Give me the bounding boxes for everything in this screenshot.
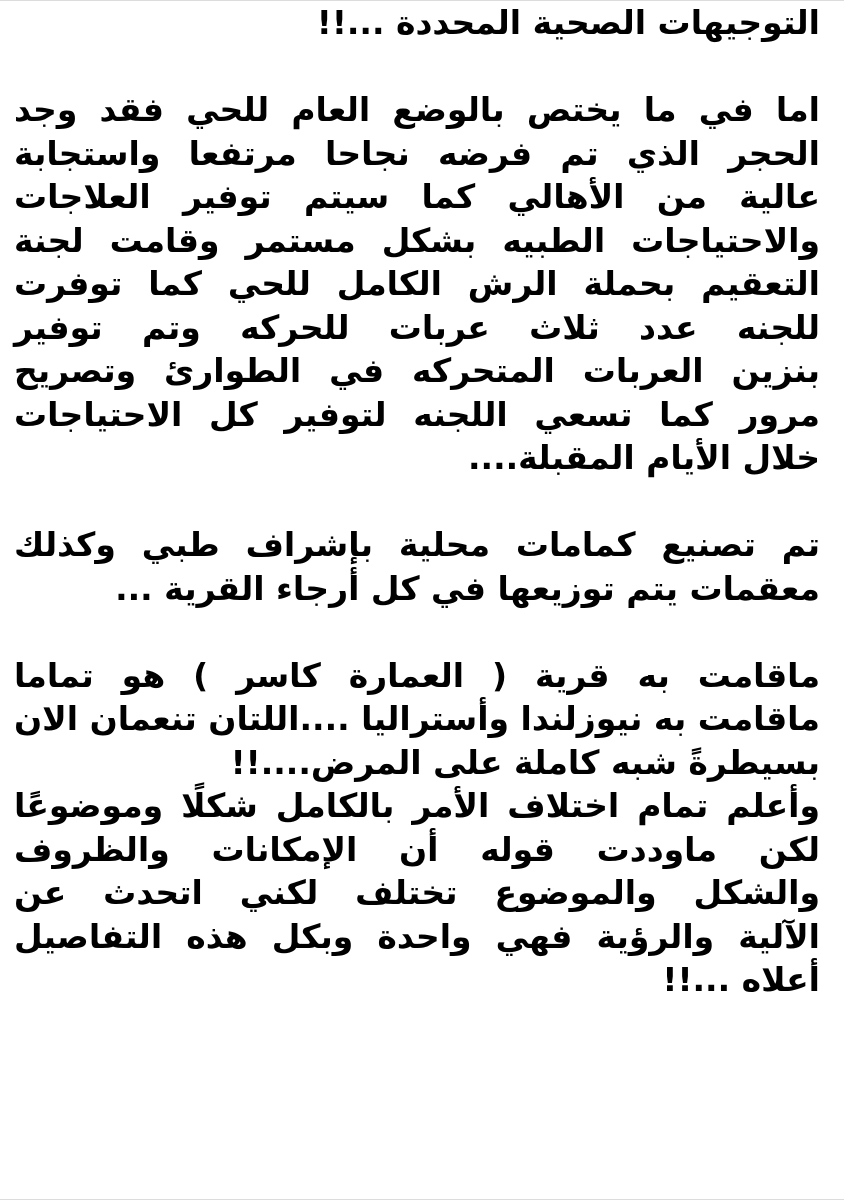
document-title: التوجيهات الصحية المحددة ...!! — [316, 3, 820, 42]
text-line: الحجر الذي تم فرضه نجاحا مرتفعا واستجابة — [14, 133, 820, 173]
text-line: وأعلم تمام اختلاف الأمر بالكامل شكلًا وموضوعًا — [14, 786, 820, 825]
paragraph-2 — [14, 523, 820, 610]
paragraph-1 — [14, 88, 820, 480]
text-line: بنزين العربات المتحركه في الطوارئ وتصريح — [14, 351, 820, 390]
text-line: والشكل والموضوع تختلف لكني اتحدث عن — [14, 873, 820, 912]
text-line: لكن ماوددت قوله أن الإمكانات والظروف — [14, 829, 820, 869]
text-line: ماقامت به قرية ( العمارة كاسر ) هو تماما — [14, 655, 820, 695]
text-line: للجنه عدد ثلاث عربات للحركه وتم توفير — [14, 307, 820, 347]
text-line: والاحتياجات الطبيه بشكل مستمر وقامت لجنة — [14, 220, 820, 260]
text-line: مرور كما تسعي اللجنه لتوفير كل الاحتياجات — [14, 394, 820, 434]
paragraph-spacer — [14, 610, 820, 654]
text-line: خلال الأيام المقبلة.... — [468, 438, 820, 477]
paragraph-3 — [14, 654, 820, 1002]
text-line: ماقامت به نيوزلندا وأستراليا ....اللتان تنعمان الان — [14, 699, 820, 738]
paragraph-spacer — [14, 45, 820, 89]
top-divider — [0, 0, 844, 1]
text-line: تم تصنيع كمامات محلية بإشراف طبي وكذلك — [14, 525, 820, 564]
paragraph-spacer — [14, 480, 820, 524]
text-line: اما في ما يختص بالوضع العام للحي فقد وجد — [14, 90, 820, 129]
text-line: التعقيم بحملة الرش الكامل للحي كما توفرت — [14, 264, 820, 303]
text-line: معقمات يتم توزيعها في كل أرجاء القرية ... — [115, 568, 820, 608]
text-line: عالية من الأهالي كما سيتم توفير العلاجات — [14, 177, 820, 216]
text-line: الآلية والرؤية فهي واحدة وبكل هذه التفاصيل — [14, 916, 820, 956]
text-line: أعلاه ...!! — [662, 960, 820, 999]
text-line: بسيطرةً شبه كاملة على المرض....!! — [230, 742, 820, 782]
